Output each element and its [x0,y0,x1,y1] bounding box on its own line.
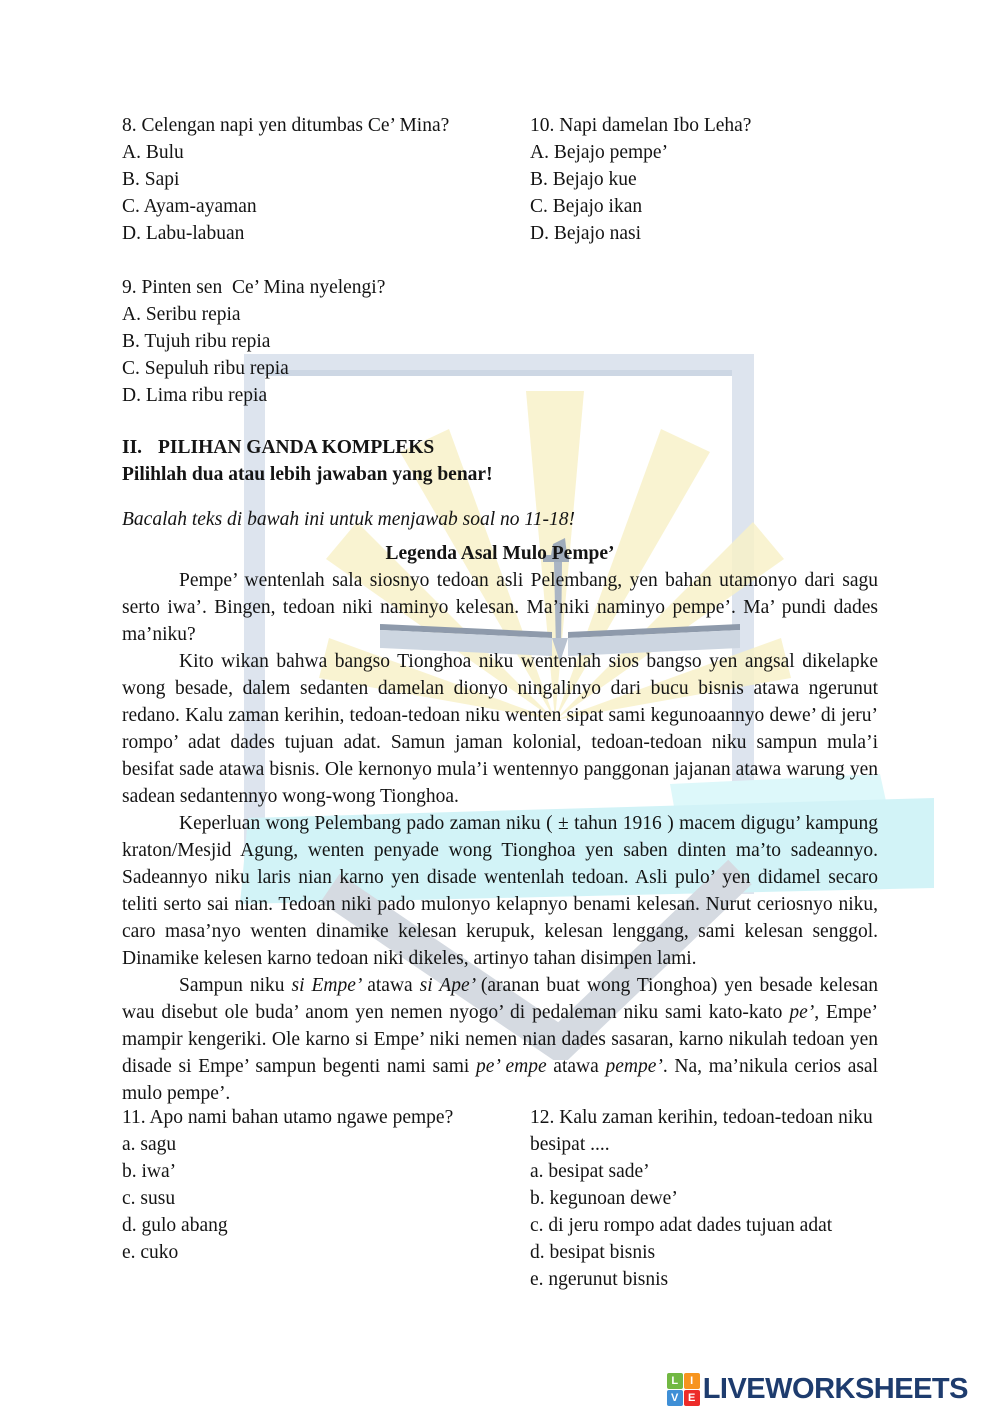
passage-paragraph-1: Pempe’ wentenlah sala siosnyo tedoan asli Pelembang, yen bahan utamonyo dari sagu serto iwa’. Bingen, tedoan niki naminyo kelesan. Ma’niki naminyo pempe’. Ma’ pundi dades ma’niku? [122,570,878,645]
question-8 [122,112,530,247]
passage-paragraph-4 [122,972,878,1107]
answer-option-11b[interactable]: b. iwa’ [122,1161,177,1182]
liveworksheets-icon [667,1373,700,1406]
answer-option-8b[interactable]: B. Sapi [122,169,180,190]
icon-square-l: L [667,1373,683,1389]
question-row-8-10 [122,112,878,247]
passage-text: atawa [367,975,420,996]
question-8-text: 8. Celengan napi yen ditumbas Ce’ Mina? [122,115,450,136]
answer-option-12e[interactable]: e. ngerunut bisnis [530,1269,669,1290]
answer-option-11c[interactable]: c. susu [122,1188,176,1209]
answer-option-8c[interactable]: C. Ayam-ayaman [122,196,257,217]
question-11-text: 11. Apo nami bahan utamo ngawe pempe? [122,1107,454,1128]
section-title: PILIHAN GANDA KOMPLEKS [158,437,435,458]
passage-text: . Na, ma’nikula cerios asal mulo pempe’. [122,1056,879,1104]
question-10-text: 10. Napi damelan Ibo Leha? [530,115,752,136]
passage-text: , Empe’ mampir kengeriki. Ole karno si Empe’ niki nemen nian dades sasaran, karno nikulah tedoan yen disade si Empe’ sampun begenti nami sami [122,1002,878,1077]
answer-option-9b[interactable]: B. Tujuh ribu repia [122,331,271,352]
passage-paragraph-3: Keperluan wong Pelembang pado zaman niku ( ± tahun 1916 ) macem digugu’ kampung kraton/Mesjid Agung, wenten penyade wong Tionghoa yen saben dinten ma’to sadeannyo. Sadeannyo niku laris nian karno yen disade wentenlah tedoan. Asli pulo’ yen didamel secaro teliti serto sai nian. Tedoan niki pado mulonyo kelapnyo benami kelesan. Nurut ceriosnyo niku, caro masa’nyo wenten dinamike kelesan kerupuk, kelesan lenggang, sami kelesan senggol. Dinamike kelesen karno tedoan niki dikeles, artinyo tahan disimpen lami. [122,813,878,969]
passage-italic-term: si Ape’ [419,975,481,996]
answer-option-11e[interactable]: e. cuko [122,1242,179,1263]
liveworksheets-logo[interactable] [667,1373,968,1406]
answer-option-8a[interactable]: A. Bulu [122,142,184,163]
passage-italic-term: pe’ empe [476,1056,547,1077]
section-2-title-line [122,434,493,461]
passage-text: (aranan buat wong Tionghoa) yen besade kelesan wau disebut ole buda’ anom yen nemen nyogo’ di pedaleman niku sami kato-kato [122,975,878,1023]
answer-option-9d[interactable]: D. Lima ribu repia [122,385,268,406]
answer-option-10c[interactable]: C. Bejajo ikan [530,196,643,217]
section-2-heading [122,434,493,488]
answer-option-12a[interactable]: a. besipat sade’ [530,1161,650,1182]
answer-option-9a[interactable]: A. Seribu repia [122,304,241,325]
question-row-11-12 [122,1104,878,1293]
icon-square-e: E [684,1390,700,1406]
answer-option-10d[interactable]: D. Bejajo nasi [530,223,642,244]
answer-option-10b[interactable]: B. Bejajo kue [530,169,637,190]
answer-option-12b[interactable]: b. kegunoan dewe’ [530,1188,678,1209]
passage-text: Sampun niku [179,975,292,996]
question-10 [530,112,878,247]
reading-prompt: Bacalah teks di bawah ini untuk menjawab soal no 11-18! [122,509,575,530]
question-11 [122,1104,530,1293]
answer-option-11d[interactable]: d. gulo abang [122,1215,228,1236]
brand-name: LIVEWORKSHEETS [702,1373,968,1405]
answer-option-12c[interactable]: c. di jeru rompo adat dades tujuan adat [530,1215,833,1236]
answer-option-8d[interactable]: D. Labu-labuan [122,223,245,244]
passage-title: Legenda Asal Mulo Pempe’ [385,543,615,564]
answer-option-10a[interactable]: A. Bejajo pempe’ [530,142,669,163]
icon-square-i: I [684,1373,700,1389]
icon-square-v: V [667,1390,683,1406]
passage-italic-term: pempe’ [605,1056,663,1077]
passage-text: atawa [546,1056,606,1077]
question-9 [122,274,385,409]
question-12-text: 12. Kalu zaman kerihin, tedoan-tedoan niku besipat .... [530,1107,878,1155]
question-12 [530,1104,878,1293]
answer-option-12d[interactable]: d. besipat bisnis [530,1242,656,1263]
passage-italic-term: si Empe’ [291,975,368,996]
question-9-text: 9. Pinten sen Ce’ Mina nyelengi? [122,277,386,298]
reading-passage [122,540,878,1107]
passage-italic-term: pe’ [789,1002,815,1023]
answer-option-9c[interactable]: C. Sepuluh ribu repia [122,358,289,379]
section-instruction: Pilihlah dua atau lebih jawaban yang benar! [122,464,493,485]
section-number: II. [122,437,143,458]
passage-paragraph-2: Kito wikan bahwa bangso Tionghoa niku wentenlah sios bangso yen angsal dikelapke wong besade, dalem sedanten damelan dionyo ningalinyo dari bucu bisnis atawa ngerunut redano. Kalu zaman kerihin, tedoan-tedoan niku wenten sipat sami kegunoaannyo dewe’ di jeru’ rompo’ adat dades tujuan adat. Samun jaman kolonial, tedoan-tedoan niku sampun mula’i besifat sade atawa bisnis. Ole kernonyo mula’i wentennyo panggonan jajanan atawa warung yen sadean sedantennyo wong-wong Tionghoa. [122,651,878,807]
answer-option-11a[interactable]: a. sagu [122,1134,177,1155]
